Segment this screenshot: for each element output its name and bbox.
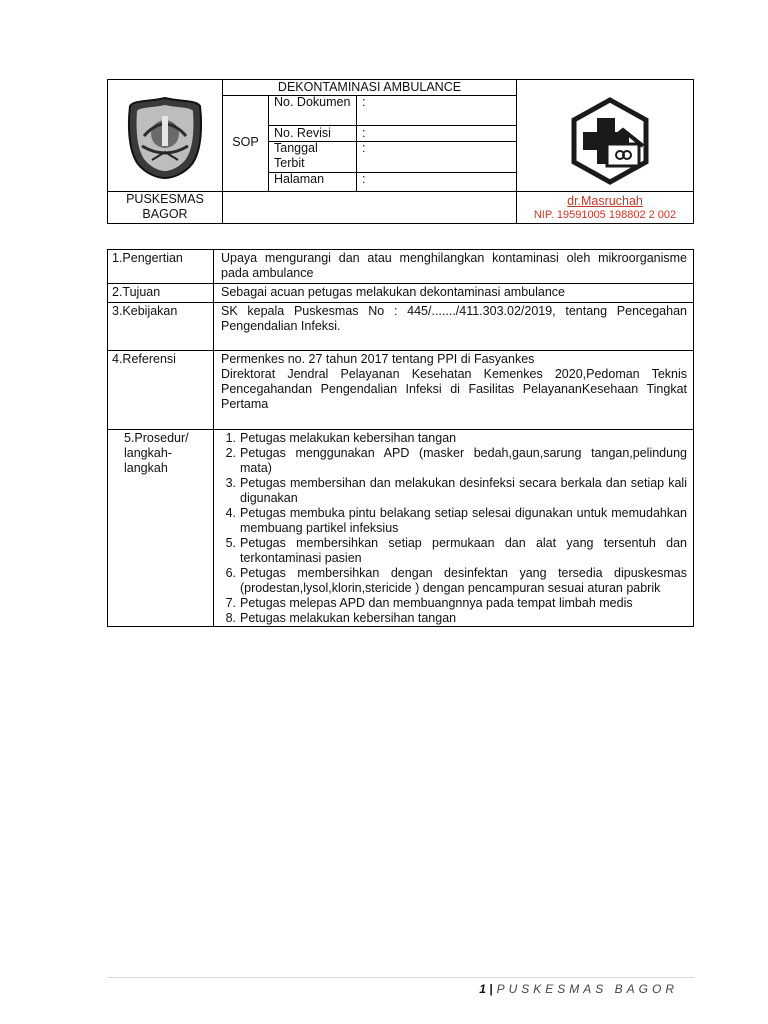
section-label: 1.Pengertian — [108, 250, 214, 283]
institution-name: PUSKESMAS BAGOR — [126, 192, 204, 221]
document-title: DEKONTAMINASI AMBULANCE — [277, 80, 462, 94]
section-text — [214, 351, 693, 429]
reference-line: Direktorat Jendral Pelayanan Kesehatan Kemenkes 2020,Pedoman Teknis Pencegahandan Pengendalian Infeksi di Fasilitas PelayananKesehaan Tingkat Pertama — [221, 367, 687, 411]
puskesmas-logo-icon — [563, 94, 657, 188]
section-text: Upaya mengurangi dan atau menghilangkan kontaminasi oleh mikroorganisme pada ambulance — [221, 251, 687, 280]
procedure-step: 1. Petugas melakukan kebersihan tangan — [225, 431, 457, 445]
section-label: 3.Kebijakan — [108, 303, 214, 350]
signer-nip: NIP. 19591005 198802 2 002 — [533, 209, 677, 221]
section-row-tujuan — [108, 283, 693, 302]
section-row-referensi — [108, 350, 693, 429]
field-value-no-dokumen: : — [362, 95, 366, 109]
field-label-halaman: Halaman — [274, 172, 325, 186]
field-value-tanggal-terbit: : — [362, 141, 366, 155]
field-label-no-dokumen: No. Dokumen — [274, 95, 351, 109]
regency-emblem-icon — [122, 94, 208, 180]
section-row-prosedur — [108, 429, 693, 626]
procedure-step: 7. Petugas melepas APD dan membuangnnya pada tempat limbah medis — [225, 596, 633, 610]
field-label-no-revisi: No. Revisi — [274, 126, 331, 140]
section-row-kebijakan — [108, 302, 693, 350]
procedure-step: 3. Petugas membersihan dan melakukan desinfeksi secara berkala dan setiap kali digunakan — [225, 476, 687, 505]
field-value-halaman: : — [362, 172, 366, 186]
procedure-step: 4. Petugas membuka pintu belakang setiap selesai digunakan untuk memudahkan membuang partikel infeksius — [225, 506, 687, 535]
procedure-step: 6. Petugas membersihkan dengan desinfektan yang tersedia dipuskesmas (prodestan,lysol,klorin,stericide ) dengan pencampuran sesuai aturan pabrik — [225, 566, 687, 595]
sop-content-table — [107, 249, 694, 627]
procedure-list — [214, 430, 693, 626]
section-text: Sebagai acuan petugas melakukan dekontaminasi ambulance — [221, 285, 565, 299]
sop-header-table — [107, 79, 694, 224]
section-label: 2.Tujuan — [108, 284, 214, 302]
procedure-step: 8. Petugas melakukan kebersihan tangan — [225, 611, 457, 625]
field-value-no-revisi: : — [362, 126, 366, 140]
signer-name: dr.Masruchah — [567, 194, 643, 208]
section-label: 4.Referensi — [108, 351, 214, 429]
section-text: SK kepala Puskesmas No : 445/......./411.303.02/2019, tentang Pencegahan Pengendalian Infeksi. — [221, 304, 687, 333]
procedure-step: 5. Petugas membersihkan setiap permukaan dan alat yang tersentuh dan terkontaminasi pasien — [225, 536, 687, 565]
procedure-step: 2. Petugas menggunakan APD (masker bedah,gaun,sarung tangan,pelindung mata) — [225, 446, 687, 475]
sop-label: SOP — [232, 135, 259, 149]
footer-divider — [107, 977, 694, 978]
page-footer — [479, 982, 678, 996]
page-number: 1 | — [479, 982, 493, 996]
section-label: 5.Prosedur/ langkah-langkah — [108, 430, 214, 626]
section-row-pengertian — [108, 250, 693, 283]
footer-institution: PUSKESMAS BAGOR — [496, 982, 678, 996]
reference-line: Permenkes no. 27 tahun 2017 tentang PPI di Fasyankes — [221, 352, 535, 366]
field-label-tanggal-terbit: Tanggal Terbit — [274, 141, 318, 170]
